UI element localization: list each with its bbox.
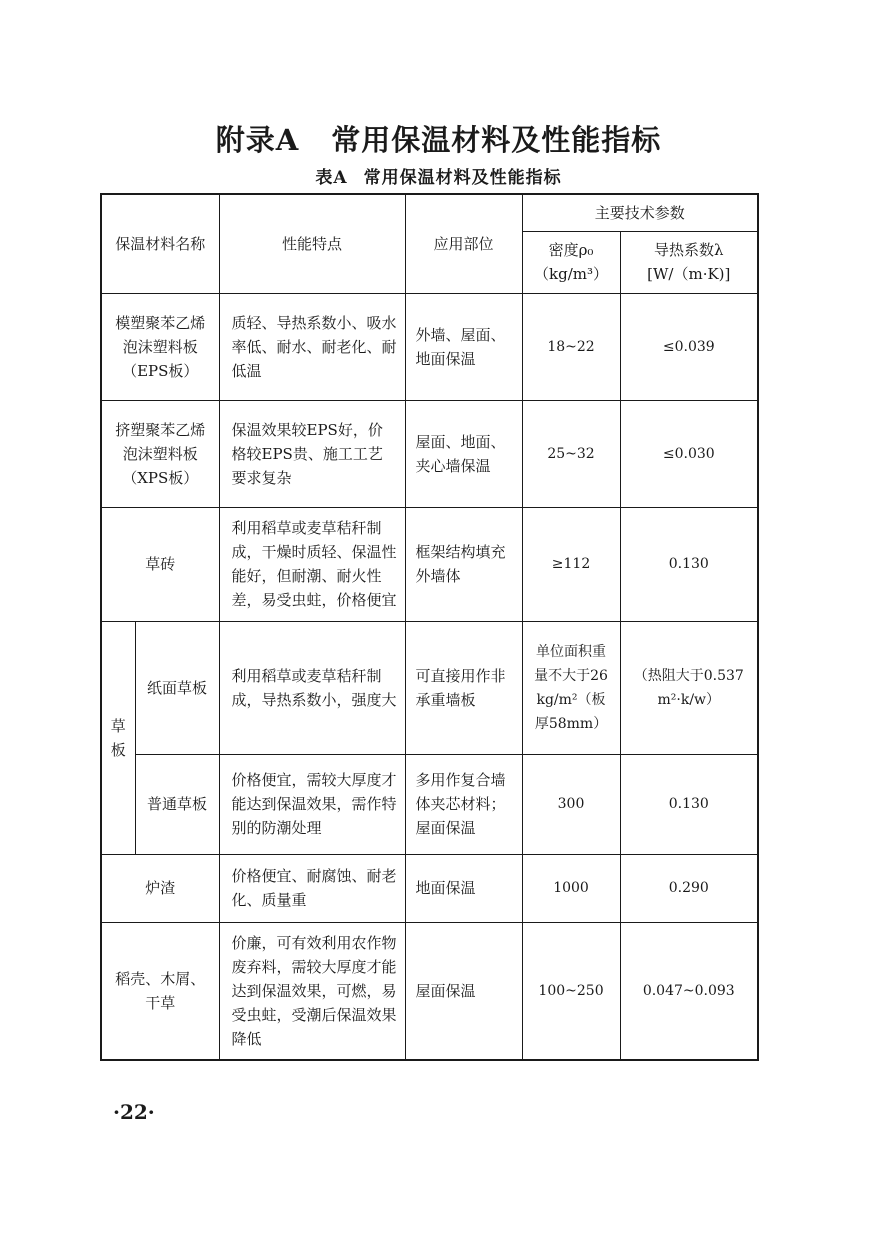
material-feature: 利用稻草或麦草秸秆制成，导热系数小，强度大 [219, 621, 405, 754]
header-params: 主要技术参数 [522, 194, 758, 231]
table-row [101, 293, 758, 400]
table-row [101, 854, 758, 922]
material-feature: 价格便宜、耐腐蚀、耐老化、质量重 [219, 854, 405, 922]
header-conductivity: 导热系数λ [W/（m·K)] [620, 231, 758, 293]
material-density: 25~32 [522, 400, 620, 507]
material-usage: 外墙、屋面、地面保温 [405, 293, 522, 400]
header-feature: 性能特点 [219, 194, 405, 293]
header-density: 密度ρ₀ （kg/m³） [522, 231, 620, 293]
material-usage: 地面保温 [405, 854, 522, 922]
header-usage: 应用部位 [405, 194, 522, 293]
material-conductivity: 0.047~0.093 [620, 922, 758, 1060]
header-row-1 [101, 194, 758, 231]
material-conductivity: 0.130 [620, 754, 758, 854]
material-usage: 多用作复合墙体夹芯材料；屋面保温 [405, 754, 522, 854]
material-density: 单位面积重量不大于26 kg/m²（板厚58mm） [522, 621, 620, 754]
material-feature: 价廉，可有效利用农作物废弃料，需较大厚度才能达到保温效果，可燃，易受虫蛀，受潮后保温效果降低 [219, 922, 405, 1060]
material-density: 18~22 [522, 293, 620, 400]
table-caption: 表A 常用保温材料及性能指标 [315, 168, 562, 188]
material-name: 挤塑聚苯乙烯泡沫塑料板（XPS板） [101, 400, 219, 507]
material-usage: 屋面、地面、夹心墙保温 [405, 400, 522, 507]
material-conductivity: 0.130 [620, 507, 758, 621]
material-feature: 利用稻草或麦草秸秆制成，干燥时质轻、保温性能好，但耐潮、耐火性差，易受虫蛀，价格便宜 [219, 507, 405, 621]
material-name: 炉渣 [101, 854, 219, 922]
material-name: 模塑聚苯乙烯泡沫塑料板（EPS板） [101, 293, 219, 400]
appendix-title: 附录A 常用保温材料及性能指标 [215, 123, 662, 157]
group-name: 草板 [101, 621, 135, 854]
material-name: 草砖 [101, 507, 219, 621]
material-name: 稻壳、木屑、干草 [101, 922, 219, 1060]
material-feature: 质轻、导热系数小、吸水率低、耐水、耐老化、耐低温 [219, 293, 405, 400]
material-usage: 框架结构填充外墙体 [405, 507, 522, 621]
material-density: 1000 [522, 854, 620, 922]
table-row [101, 754, 758, 854]
materials-table [100, 193, 759, 1061]
table-row [101, 400, 758, 507]
header-material-name: 保温材料名称 [101, 194, 219, 293]
table-row [101, 621, 758, 754]
material-name: 普通草板 [135, 754, 219, 854]
material-name: 纸面草板 [135, 621, 219, 754]
table-row [101, 922, 758, 1060]
material-density: ≥112 [522, 507, 620, 621]
material-conductivity: ≤0.039 [620, 293, 758, 400]
material-conductivity: 0.290 [620, 854, 758, 922]
page-number: ·22· [113, 1100, 155, 1124]
material-feature: 保温效果较EPS好，价格较EPS贵、施工工艺要求复杂 [219, 400, 405, 507]
material-density: 100~250 [522, 922, 620, 1060]
material-usage: 屋面保温 [405, 922, 522, 1060]
material-density: 300 [522, 754, 620, 854]
material-conductivity: ≤0.030 [620, 400, 758, 507]
material-feature: 价格便宜，需较大厚度才能达到保温效果，需作特别的防潮处理 [219, 754, 405, 854]
table-row [101, 507, 758, 621]
material-usage: 可直接用作非承重墙板 [405, 621, 522, 754]
material-conductivity: （热阻大于0.537 m²·k/w） [620, 621, 758, 754]
